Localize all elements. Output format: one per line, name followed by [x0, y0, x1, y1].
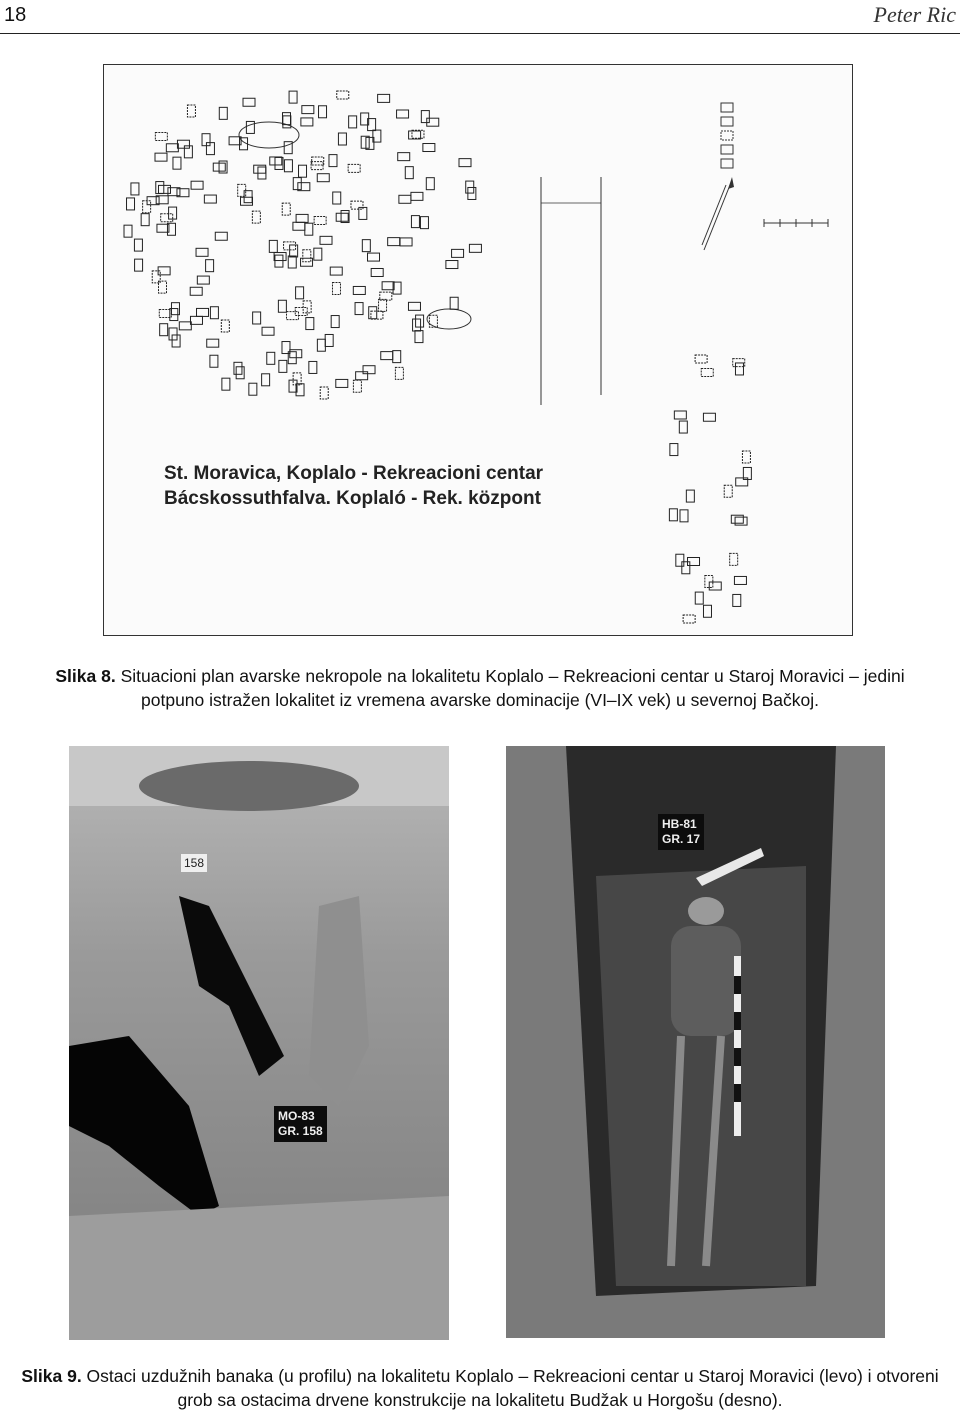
grave-outline: [351, 201, 363, 209]
grave-outline: [169, 328, 177, 340]
grave-outline: [210, 355, 218, 367]
grave-outline: [397, 110, 409, 118]
grave-outline: [131, 183, 139, 195]
running-author: Peter Ric: [873, 2, 956, 27]
grave-outline: [338, 133, 346, 145]
grave-outline: [317, 174, 329, 182]
grave-outline: [683, 615, 695, 623]
grave-outline: [303, 250, 311, 262]
grave-label-sign-right: [658, 814, 704, 850]
grave-outline: [416, 315, 424, 327]
grave-outline: [141, 214, 149, 226]
grave-outline: [179, 322, 191, 330]
scale-bar: [764, 219, 828, 227]
grave-outline: [269, 240, 277, 252]
grave-outline: [679, 421, 687, 433]
grave-outline: [207, 339, 219, 347]
grave-outline: [190, 316, 202, 324]
grave-outline: [135, 259, 143, 271]
grave-outline: [325, 334, 333, 346]
grave-outline: [184, 146, 192, 158]
grave-outline: [333, 192, 341, 204]
figure-9-caption: [20, 1364, 940, 1412]
grave-outline: [127, 198, 135, 210]
grave-outline: [703, 605, 711, 617]
page-header: [0, 0, 960, 34]
grave-outline: [421, 111, 429, 123]
grave-outline: [221, 320, 229, 332]
grave-outline: [301, 118, 313, 126]
grave-outline: [197, 308, 209, 316]
grave-outline: [155, 153, 167, 161]
grave-outline: [302, 106, 314, 114]
grave-outline: [219, 107, 227, 119]
figure-8-caption-text: Situacioni plan avarske nekropole na lokalitetu Koplalo – Rekreacioni centar u Staroj Moravici – jedini potpuno istražen lokalitet iz vremena avarske dominacije (VI–IX vek) u severnoj Bačkoj.: [115, 666, 905, 710]
grave-outline: [670, 444, 678, 456]
figure-9-caption-text: Ostaci uzdužnih banaka (u profilu) na lokalitetu Koplalo – Rekreacioni centar u Staroj Moravici (levo) i otvoreni grob sa ostacima drvene konstrukcije na lokalitetu Budžak u Horgošu (desno).: [81, 1366, 939, 1410]
grave-outline: [411, 192, 423, 200]
site-plan-title-line2: Bácskossuthfalva. Koplaló - Rek. központ: [164, 488, 541, 509]
grave-outline: [249, 383, 257, 395]
grave-outline: [695, 355, 707, 363]
grave-outline: [293, 178, 301, 190]
grave-outline: [254, 165, 266, 173]
grave-outline: [735, 363, 743, 375]
grave-outline: [735, 517, 747, 525]
grave-outline: [270, 157, 282, 165]
grave-outline: [275, 255, 283, 267]
grave-outline: [161, 214, 173, 222]
grave-outline: [204, 195, 216, 203]
grave-outline: [234, 362, 242, 374]
grave-label-line2: GR. 158: [278, 1124, 323, 1138]
grave-outline: [408, 302, 420, 310]
grave-outline: [177, 140, 189, 148]
grave-outline: [730, 553, 738, 565]
grave-outline: [709, 582, 721, 590]
grave-outline: [279, 360, 287, 372]
grave-label-line1: MO-83: [278, 1109, 315, 1123]
grave-outline: [290, 245, 298, 257]
grave-outline: [314, 216, 326, 224]
grave-outline: [296, 214, 308, 222]
grave-outline: [703, 413, 715, 421]
grave-label-sign-left: [274, 1106, 327, 1142]
grave-outline: [382, 282, 394, 290]
grave-outline: [274, 253, 286, 261]
grave-outline: [332, 283, 340, 295]
grave-outline: [306, 318, 314, 330]
grave-outline: [398, 153, 410, 161]
photo-trench-profile-image: [69, 746, 449, 1340]
grave-outline: [187, 105, 195, 117]
grave-outline: [353, 286, 365, 294]
grave-outline: [381, 352, 393, 360]
grave-outline: [243, 98, 255, 106]
grave-outline: [215, 232, 227, 240]
grave-outline: [172, 335, 180, 347]
grave-outline: [395, 367, 403, 379]
grave-outline: [190, 287, 202, 295]
grave-outline: [173, 157, 181, 169]
grave-outline: [317, 339, 325, 351]
grave-outline: [469, 244, 481, 252]
grave-outline: [166, 144, 178, 152]
grave-outline: [222, 378, 230, 390]
grave-outline: [361, 136, 369, 148]
grave-outline: [724, 485, 732, 497]
grave-outline: [191, 181, 203, 189]
grave-outline: [289, 91, 297, 103]
grave-outline: [309, 361, 317, 373]
grave-outline: [288, 256, 296, 268]
grave-outline: [348, 164, 360, 172]
grave-outline: [686, 490, 694, 502]
grave-outline: [158, 185, 170, 193]
grave-outline: [267, 352, 275, 364]
grave-outline: [459, 159, 471, 167]
grave-outline: [262, 327, 274, 335]
grave-outline: [695, 592, 703, 604]
grave-outline: [393, 351, 401, 363]
grave-outline: [252, 211, 260, 223]
grave-outline: [336, 213, 348, 221]
grave-outline: [210, 307, 218, 319]
grave-outline: [124, 225, 132, 237]
grave-outline: [337, 91, 349, 99]
photo-trench-profile: [69, 746, 449, 1340]
grave-outline: [197, 276, 209, 284]
grave-number-card: 158: [181, 854, 207, 872]
grave-outline: [413, 319, 421, 331]
site-plan-title: [164, 461, 543, 511]
grave-outline: [353, 380, 361, 392]
grave-outline: [446, 261, 458, 269]
grave-outline: [262, 374, 270, 386]
grave-outline: [160, 324, 168, 336]
figure-9-label: Slika 9.: [21, 1366, 82, 1386]
grave-outline: [314, 248, 322, 260]
grave-outline: [330, 267, 342, 275]
grave-outline: [734, 576, 746, 584]
grave-outline: [159, 281, 167, 293]
grave-outline: [415, 331, 423, 343]
grave-outline: [378, 94, 390, 102]
grave-outline: [319, 106, 327, 118]
grave-outline: [236, 367, 244, 379]
site-plan-figure: [103, 64, 853, 636]
grave-outline: [399, 195, 411, 203]
grave-outline: [363, 366, 375, 374]
grave-outline: [246, 121, 254, 133]
grave-outline: [731, 515, 743, 523]
grave-outline: [355, 303, 363, 315]
site-plan-drawing: [104, 65, 854, 637]
grave-outline: [293, 222, 305, 230]
grave-outline: [282, 113, 290, 125]
grave-outline: [196, 248, 208, 256]
grave-outline: [296, 287, 304, 299]
grave-outline: [371, 268, 383, 276]
grave-outline: [423, 144, 435, 152]
grave-outline: [388, 238, 400, 246]
grave-outline: [331, 316, 339, 328]
grave-outline: [206, 260, 214, 272]
grave-outline: [379, 299, 387, 311]
grave-outline: [420, 217, 428, 229]
plan-legend: [721, 103, 733, 168]
photo-open-grave: [506, 746, 885, 1338]
grave-outline: [356, 372, 368, 380]
grave-outline: [742, 451, 750, 463]
grave-outline: [320, 387, 328, 399]
grave-label-line2: GR. 17: [662, 832, 701, 846]
grave-outline: [426, 178, 434, 190]
grave-outline: [320, 236, 332, 244]
grave-outline: [400, 238, 412, 246]
site-plan-title-line1: St. Moravica, Koplalo - Rekreacioni centar: [164, 463, 544, 484]
grave-outline: [669, 509, 677, 521]
grave-outline: [405, 167, 413, 179]
grave-outline: [369, 307, 377, 319]
north-arrow-icon: [702, 177, 734, 250]
page-number: 18: [4, 4, 27, 26]
figure-8-caption: [30, 664, 930, 712]
grave-outline: [305, 223, 313, 235]
grave-outline: [311, 162, 323, 170]
grave-outline: [253, 312, 261, 324]
grave-outline: [676, 554, 684, 566]
grave-outline: [336, 379, 348, 387]
grave-outline: [682, 562, 690, 574]
grave-outline: [368, 253, 380, 261]
grave-outline: [284, 160, 292, 172]
grave-outline: [411, 216, 419, 228]
grave-outline: [362, 240, 370, 252]
grave-outline: [155, 132, 167, 140]
grave-outline: [299, 165, 307, 177]
grave-outline: [701, 368, 713, 376]
grave-outline: [156, 182, 164, 194]
grave-label-line1: HB-81: [662, 817, 697, 831]
grave-outline: [349, 116, 357, 128]
grave-outline: [241, 197, 253, 205]
grave-outline: [134, 239, 142, 251]
grave-outline: [452, 249, 464, 257]
grave-outline: [674, 411, 686, 419]
header-rule: [0, 33, 960, 34]
grave-outline: [282, 203, 290, 215]
figure-8-label: Slika 8.: [55, 666, 116, 686]
grave-outline: [680, 510, 688, 522]
grave-outline: [733, 594, 741, 606]
grave-outline: [278, 300, 286, 312]
grave-outline: [312, 157, 324, 165]
grave-outline: [450, 297, 458, 309]
grave-outline: [329, 155, 337, 167]
